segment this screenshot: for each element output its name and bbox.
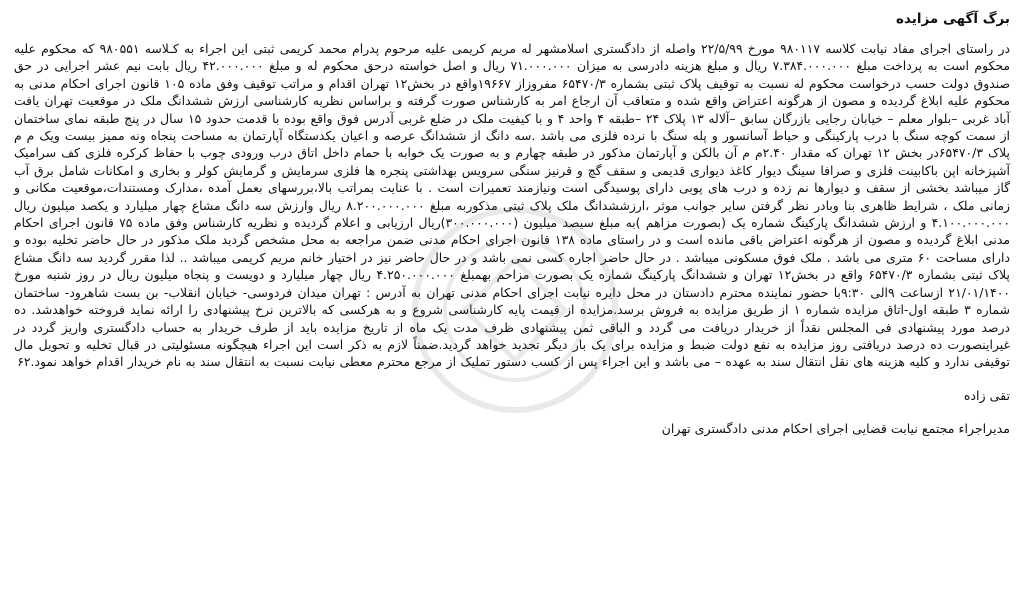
notice-body: در راستای اجرای مفاد نیابت کلاسه ۹۸۰۱۱۷ مورخ ۲۲/۵/۹۹ واصله از دادگستری اسلامشهر له مریم کریمی علیه مرحوم پدرام محمد کریمی ثبتی این اجراء به کـلاسه ۹۸۰۵۵۱ که محکوم علیه محکوم است به پرداخت مبلغ ۷.۳۸۴.۰۰۰.۰۰۰ ریال و مبلغ هزینه دادرسی به میزان ۷۱.۰۰۰.۰۰۰ ریال و اصل خواسته درحق محکوم له و مبلغ ۴۲.۰۰۰.۰۰۰ ریال بابت نیم عشر اجرایی در حق صندوق دولت حسب درخواست محکوم له نسبت به توقیف پلاک ثبتی بشماره ۶۵۴۷۰/۳ مفروزاز ۱۹۶۶۷واقع در بخش۱۲ تهران اقدام و مراتب توقیف وفق ماده ۱۰۵ قانون اجرای احکام مدنی به محکوم علیه ابلاغ گردیده و مصون از هرگونه اعتراض واقع شده و متعاقب آن ارجاع امر به کارشناس صورت گرفته و براساس نظریه کارشناسی ارزش ششدانگ ملک در موقعیت تهران یافت آباد غربی –بلوار معلم – خیابان رجایی بازرگان سابق –آلاله ۱۳ پلاک ۲۴ –طبقه ۴ واحد ۴ و با کیفیت ملک در ضلع غربی آدرس فوق واقع بوده با قدمت حدود ۱۵ سال در پنج طبقه نمای ساختمان از سمت کوچه سنگ با درب پارکینگی و حیاط آسانسور و پله سنگ با نرده فلزی می باشد .سه دانگ از ششدانگ عرصه و اعیان یکدستگاه آپارتمان به مساحت پنجاه ونه ممیز بیست ویک م م پلاک ۶۵۴۷۰/۳در بخش ۱۲ تهران که مقدار ۲.۴۰م م آن بالکن و آپارتمان مذکور در طبقه چهارم و به صورت یک خوابه با حمام داخل اتاق درب ورودی چوب با حفاظ کرکره فلزی کف سرامیک آشپزخانه اپن باکابینت فلزی و صرافا سینگ دیوار کاغذ دیواری قدیمی و سقف گچ و قرنیز سنگی سرویس بهداشتی پنجره ها فلزی سرمایش و گرمایش کولر و بخاری و امکانات شامل برق آب گاز میباشد بخشی از سقف و دیوارها نم زده و درب های پوبی دارای پوسیدگی است ونیازمند تعمیرات است . با عنایت بمراتب بالا،بررسهای بعمل آمده ،مدارک ومستندات،موقعیت مکانی و زمانی ملک ، شرایط ظاهری بنا وبادر نظر گرفتن سایر جوانب موثر ،ارزششدانگ ملک پلاک ثبتی مذکوربه مبلغ ۸.۲۰۰.۰۰۰.۰۰۰ ریال وارزش سه دانگ مشاع چهار میلیارد و یکصد میلیون ریال ۴.۱۰۰.۰۰۰.۰۰۰ و ارزش ششدانگ پارکینگ شماره یک (بصورت مزاهم )به مبلغ سیصد میلیون (۳۰۰.۰۰۰.۰۰۰)ریال ارزیابی و اعلام گردیده و نظریه کارشناس وفق ماده ۷۵ قانون اجرای احکام مدنی ابلاغ گردیده و مصون از هرگونه اعتراض باقی مانده است و در راستای ماده ۱۳۸ قانون اجرای احکام مدنی ضمن مراجعه به محل مشخص گردید ملک مذکور در حال حاضر تخلیه بوده و دارای مساحت ۶۰ متری می باشد . ملک فوق مسکونی میباشد . در حال حاضر اجاره کسی نمی باشد و در حال حاضر نیز در اختیار خانم مریم کریمی میباشد .. لذا مقرر گردید سه دانگ مشاع پلاک ثبتی بشماره ۶۵۴۷۰/۳ واقع در بخش۱۲ تهران و ششدانگ پارکینگ شماره یک بصورت مزاحم بهمبلغ ۴.۲۵۰.۰۰۰.۰۰۰ ریال چهار میلیارد و دویست و پنجاه میلیون ریال در روز شنبه مورخ ۲۱/۰۱/۱۴۰۰ ازساعت ۹الی ۹:۳۰با حضور نماینده محترم دادستان در محل دایره نیابت اجرای احکام مدنی تهران به آدرس : تهران میدان فردوسی- خیابان انقلاب- بن بست شاهرود- ساختمان شماره ۳ طبقه اول-اتاق مزایده شماره ۱ از طریق مزایده به فروش برسد.مزایده از قیمت پایه کارشناسی شروع و به هرکسی که بالاترین نرخ پیشنهادی را ارائه نماید فروخته خواهدشد. ده درصد مورد پیشنهادی فی المجلس نقداً از خریدار دریافت می گردد و الباقی ثمن پیشنهادی ظرف مدت یک ماه از تاریخ مزایده باید از طرف خریدار به حساب دادگستری واریز گردد در غیراینصورت ده درصد دریافتی روز مزایده به نفع دولت ضبط و مزایده برای یک بار دیگر تجدید خواهد گردید.ضمناً لازم به ذکر است این اجراء هیچگونه مسئولیتی در قبال تخلیه و تحویل مال توقیفی ندارد و کلیه هزینه های نقل انتقال سند به عهده – می باشد و این اجراء پس از کسب دستور تملیک از مرجع محترم معطی نیابت نسبت به انتقال سند به نام خریدار اقدام خواهد نمود.۶۲ — [14, 41, 1011, 370]
signer-name: تقی زاده — [963, 387, 1010, 403]
document-title: برگ آگهی مزایده — [896, 11, 1010, 27]
signature-block — [14, 387, 1010, 438]
signer-title: مدیراجراء مجتمع نیابت قضایی اجرای احکام مدنی دادگستری تهران — [661, 420, 1010, 436]
